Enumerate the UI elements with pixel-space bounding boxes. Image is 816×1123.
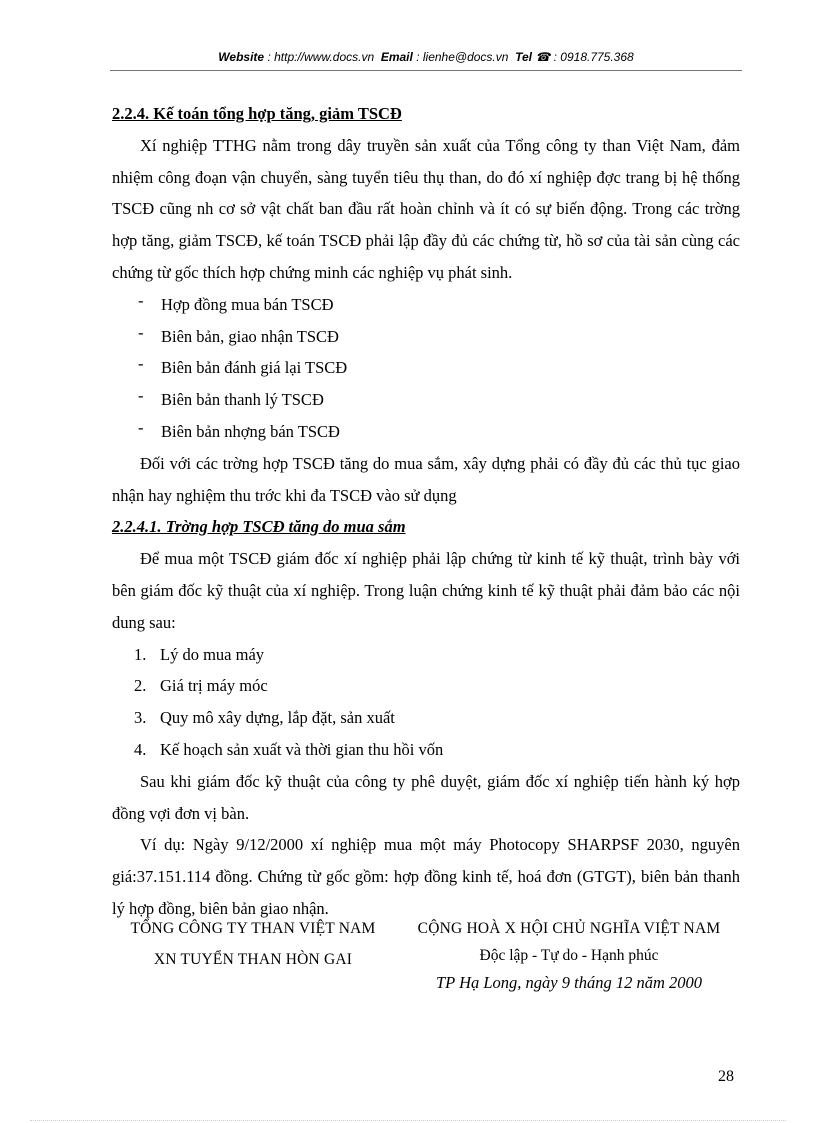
item-text: Quy mô xây dựng, lắp đặt, sản xuất bbox=[160, 708, 395, 728]
motto: Độc lập - Tự do - Hạnh phúc bbox=[479, 947, 659, 964]
issuer-unit: XN TUYỂN THAN HÒN GAI bbox=[153, 951, 353, 968]
place-date: TP Hạ Long, ngày 9 tháng 12 năm 2000 bbox=[436, 973, 702, 992]
website-value: : http://www.docs.vn bbox=[267, 50, 375, 64]
document-body bbox=[112, 98, 740, 925]
item-text: Kế hoạch sản xuất và thời gian thu hồi vốn bbox=[160, 739, 444, 759]
section-heading: 2.2.4. Kế toán tổng hợp tăng, giảm TSCĐ bbox=[112, 104, 402, 123]
page-number: 28 bbox=[718, 1068, 734, 1085]
item-text: Giá trị máy móc bbox=[160, 676, 268, 696]
numbered-item bbox=[112, 670, 740, 702]
list-item bbox=[112, 352, 740, 384]
header-divider bbox=[110, 70, 742, 71]
website-label: Website bbox=[218, 50, 265, 64]
email-value: : lienhe@docs.vn bbox=[416, 50, 509, 64]
item-number: 1. bbox=[134, 644, 147, 664]
item-number: 2. bbox=[134, 676, 147, 696]
issuer-company: TỔNG CÔNG TY THAN VIỆT NAM bbox=[130, 920, 376, 937]
approval-paragraph: Sau khi giám đốc kỹ thuật của công ty phê duyệt, giám đốc xí nghiệp tiến hành ký hợp đồng vợi đơn vị bàn. bbox=[112, 771, 740, 823]
dash-bullet: - bbox=[138, 290, 144, 310]
subsection-heading: 2.2.4.1. Trờng hợp TSCĐ tăng do mua sắm bbox=[112, 517, 406, 537]
numbered-item bbox=[112, 702, 740, 734]
document-list bbox=[112, 289, 740, 448]
subsection-intro: Để mua một TSCĐ giám đốc xí nghiệp phải lập chứng từ kinh tế kỹ thuật, trình bày với bên giám đốc kỹ thuật của xí nghiệp. Trong luận chứng kinh tế kỹ thuật phải đảm bảo các nội dung sau: bbox=[112, 549, 740, 632]
page-bottom-border bbox=[30, 1120, 786, 1121]
item-text: Lý do mua máy bbox=[160, 644, 265, 664]
list-item bbox=[112, 321, 740, 353]
list-item-text: Biên bản, giao nhận TSCĐ bbox=[161, 326, 339, 346]
numbered-item bbox=[112, 734, 740, 766]
dash-bullet: - bbox=[138, 322, 144, 342]
list-item-text: Biên bản thanh lý TSCĐ bbox=[161, 390, 324, 410]
section-paragraph: Đối với các trờng hợp TSCĐ tăng do mua sắm, xây dựng phải có đầy đủ các thủ tục giao nhận hay nghiệm thu trớc khi đa TSCĐ vào sử dụng bbox=[112, 453, 740, 505]
example-paragraph: Ví dụ: Ngày 9/12/2000 xí nghiệp mua một máy Photocopy SHARPSF 2030, nguyên giá:37.151.114 đồng. Chứng từ gốc gồm: hợp đồng kinh tế, hoá đơn (GTGT), biên bản thanh lý hợp đồng, biên bản giao nhận. bbox=[112, 835, 740, 918]
item-number: 4. bbox=[134, 739, 147, 759]
issuer-block bbox=[112, 913, 394, 975]
national-motto-block bbox=[396, 915, 742, 996]
tel-label: Tel bbox=[515, 50, 532, 64]
page-header bbox=[110, 50, 742, 64]
dash-bullet: - bbox=[138, 386, 144, 406]
numbered-item bbox=[112, 639, 740, 671]
tel-value: ☎ : 0918.775.368 bbox=[535, 50, 634, 64]
email-label: Email bbox=[380, 50, 413, 64]
requirements-list bbox=[112, 639, 740, 766]
dash-bullet: - bbox=[138, 417, 144, 437]
dash-bullet: - bbox=[138, 354, 144, 374]
section-intro: Xí nghiệp TTHG nằm trong dây truyền sản xuất của Tổng công ty than Việt Nam, đảm nhiệm công đoạn vận chuyển, sàng tuyển tiêu thụ than, do đó xí nghiệp đợc trang bị hệ thống TSCĐ cũng nh cơ sở vật chất ban đầu rất hoàn chỉnh và ít có sự biến động. Trong các trờng hợp tăng, giảm TSCĐ, kế toán TSCĐ phải lập đầy đủ các chứng từ, hồ sơ của tài sản cùng các chứng từ gốc thích hợp chứng minh các nghiệp vụ phát sinh. bbox=[112, 135, 740, 282]
list-item-text: Biên bản đánh giá lại TSCĐ bbox=[161, 358, 348, 378]
item-number: 3. bbox=[134, 708, 147, 728]
list-item bbox=[112, 289, 740, 321]
list-item bbox=[112, 416, 740, 448]
list-item bbox=[112, 384, 740, 416]
list-item-text: Hợp đồng mua bán TSCĐ bbox=[161, 294, 334, 314]
list-item-text: Biên bản nhợng bán TSCĐ bbox=[161, 421, 340, 441]
country-name: CỘNG HOÀ X HỘI CHỦ NGHĨA VIỆT NAM bbox=[417, 920, 721, 937]
